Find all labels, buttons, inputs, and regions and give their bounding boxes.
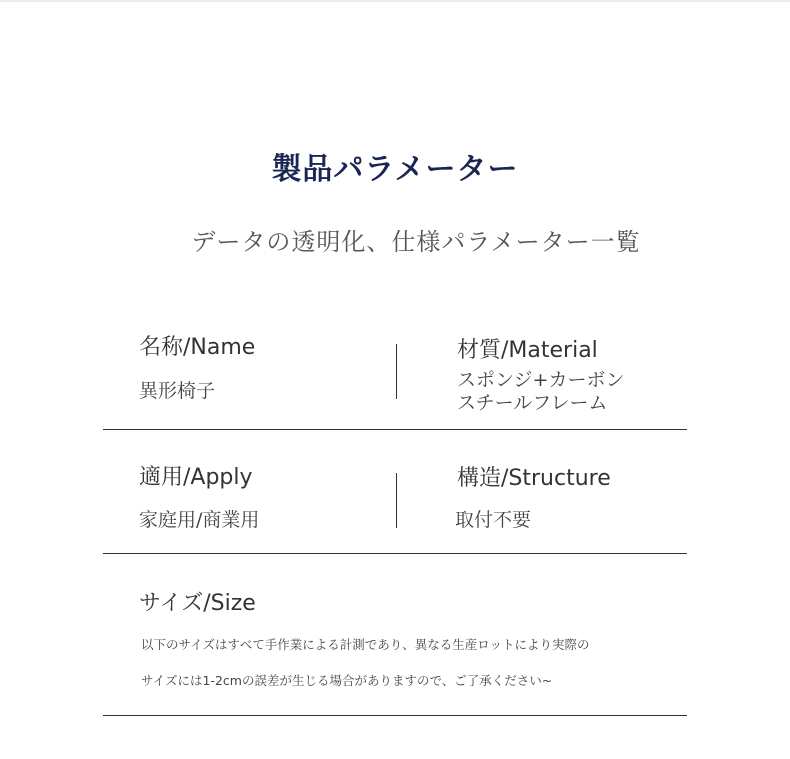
page-subtitle: データの透明化、仕様パラメーター一覧: [191, 228, 641, 256]
apply-value: 家庭用/商業用: [139, 509, 260, 531]
row2-horizontal-divider: [103, 553, 687, 554]
row1-vertical-divider: [396, 344, 397, 399]
structure-value: 取付不要: [455, 509, 532, 531]
material-label: 材質/Material: [457, 338, 598, 363]
size-note-line2: サイズには1-2cmの誤差が生じる場合がありますので、ご了承ください~: [141, 673, 553, 688]
row3-horizontal-divider: [103, 715, 687, 716]
material-value-line1: スポンジ+カーボン: [457, 369, 625, 391]
apply-label: 適用/Apply: [139, 465, 253, 490]
page-title: 製品パラメーター: [271, 152, 519, 187]
name-label: 名称/Name: [139, 335, 256, 360]
material-value-line2: スチールフレーム: [457, 392, 608, 414]
row2-vertical-divider: [396, 473, 397, 528]
size-note-line1: 以下のサイズはすべて手作業による計測であり、異なる生産ロットにより実際の: [141, 637, 590, 652]
top-border: [0, 0, 790, 2]
size-label: サイズ/Size: [139, 591, 256, 616]
name-value: 異形椅子: [139, 380, 216, 402]
structure-label: 構造/Structure: [457, 466, 611, 491]
row1-horizontal-divider: [103, 429, 687, 430]
